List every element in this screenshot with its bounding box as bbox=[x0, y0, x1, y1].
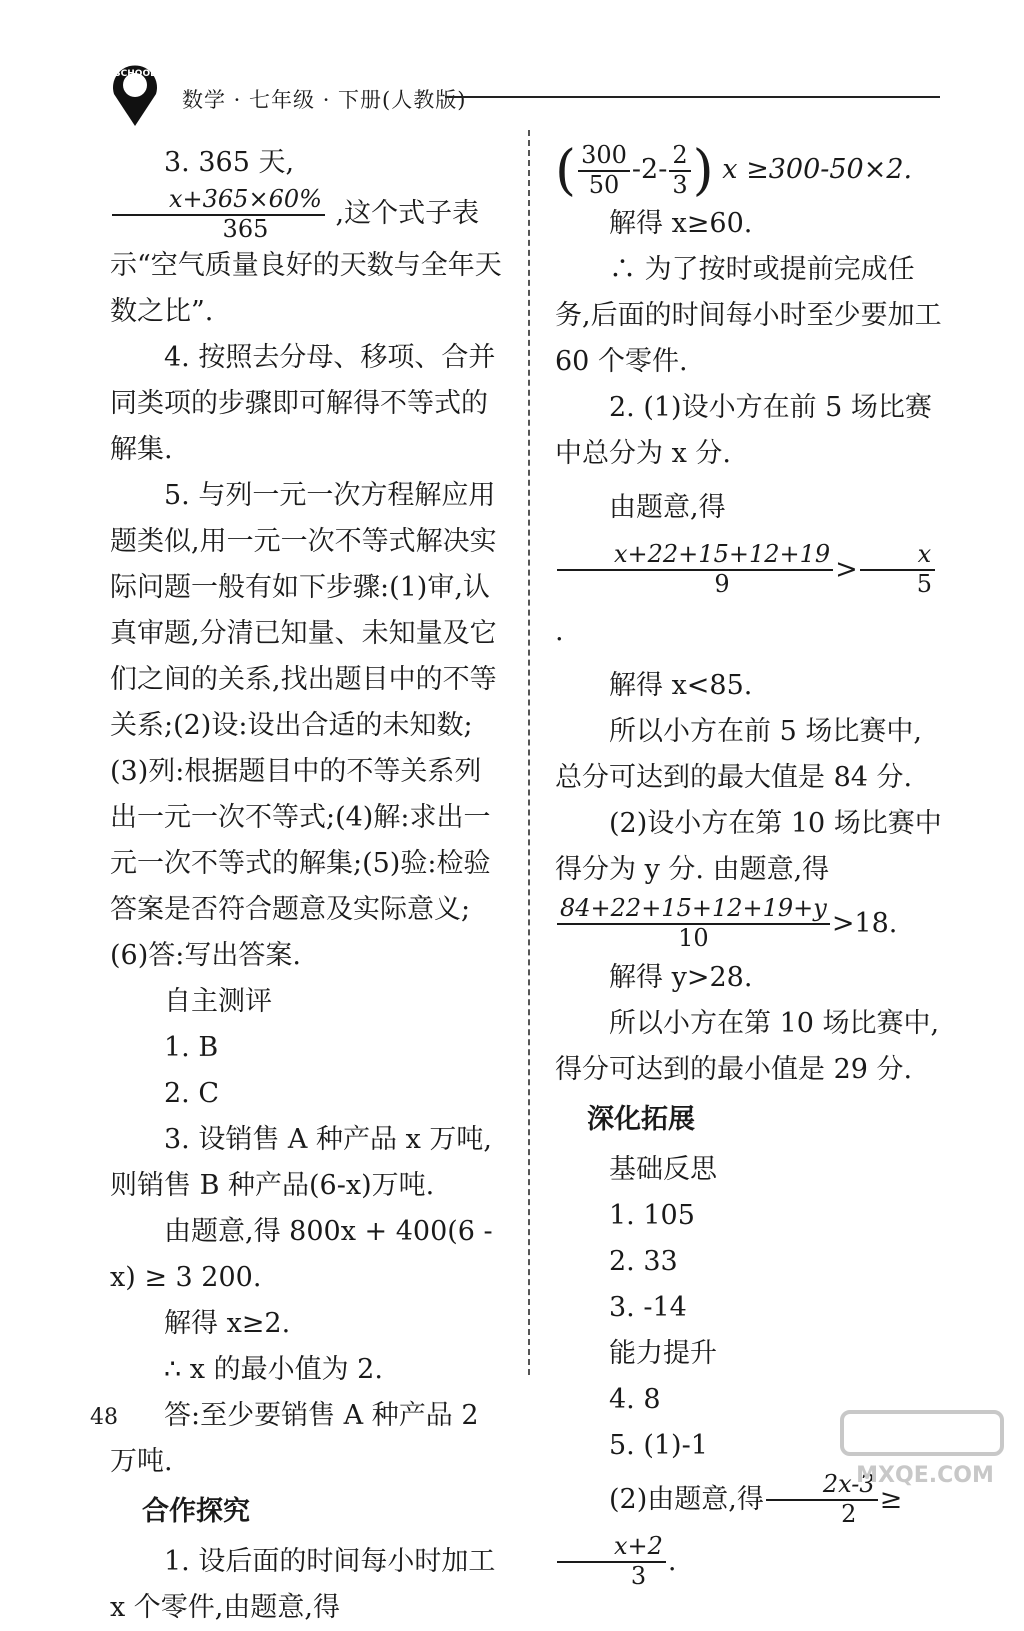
subheading-ability: 能力提升 bbox=[609, 1337, 717, 1369]
fraction-air-quality: $\frac{x+365\times 60\%}{365}$ bbox=[112, 186, 325, 243]
svg-text:MXQE.COM: MXQE.COM bbox=[856, 1463, 994, 1488]
test-answer-3-solution: 解得 x≥2. bbox=[164, 1308, 291, 1340]
ext-answer-2: 2. 33 bbox=[609, 1245, 678, 1277]
ext-answer-5-part-2: (2)由题意,得 $\frac{2x-3}{2}$ ≥ $\frac{x+2}{3}$ . bbox=[555, 1469, 945, 1593]
solution-1: 解得 x≥60. bbox=[609, 207, 753, 239]
school-logo-icon bbox=[100, 60, 170, 130]
watermark-logo bbox=[840, 1410, 1010, 1490]
equation-3: $\frac{84+22+15+12+19+y}{10}$ >18. bbox=[555, 893, 945, 955]
svg-text:SCHOOL: SCHOOL bbox=[114, 69, 156, 79]
right-column bbox=[555, 140, 945, 1593]
solution-2: 解得 x<85. bbox=[609, 669, 753, 701]
equation-1: ( $\frac{300}{50}$ -2- $\frac{2}{3}$ ) x ≥300-50×2. bbox=[555, 138, 913, 202]
header-rule bbox=[445, 96, 940, 98]
test-answer-3-minimum: ∴ x 的最小值为 2. bbox=[164, 1354, 383, 1386]
ext-answer-5: 5. (1)-1 bbox=[609, 1429, 708, 1461]
test-answer-2: 2. C bbox=[164, 1078, 220, 1110]
test-answer-3-conclusion: 答:至少要销售 A 种产品 2 万吨. bbox=[110, 1400, 479, 1478]
test-answer-3-equation: 由题意,得 800x + 400(6 - x) ≥ 3 200. bbox=[110, 1216, 493, 1294]
page-number: 48 bbox=[90, 1405, 118, 1430]
subheading-basic-reflection: 基础反思 bbox=[609, 1153, 717, 1185]
answer-3: 3. 365 天, $\frac{x+365\times 60\%}{365}$ ,这个式子表示“空气质量良好的天数与全年天数之比”. bbox=[110, 147, 502, 328]
header-title: 数学 · 七年级 · 下册(人教版) bbox=[182, 88, 467, 112]
test-answer-1: 1. B bbox=[164, 1032, 219, 1064]
test-answer-3: 3. 设销售 A 种产品 x 万吨,则销售 B 种产品(6-x)万吨. bbox=[110, 1124, 492, 1202]
answer-5: 5. 与列一元一次方程解应用题类似,用一元一次不等式解决实际问题一般有如下步骤:(1)审,认真审题,分清已知量、未知量及它们之间的关系,找出题目中的不等关系;(2)设:设出合适的未知数;(3)列:根据题目中的不等关系列出一元一次不等式;(4)解:求出一元一次不等式的解集;(5)验:检验答案是否符合题意及实际意义;(6)答:写出答案. bbox=[110, 480, 497, 972]
solution-3: 解得 y>28. bbox=[609, 961, 753, 993]
ext-answer-1: 1. 105 bbox=[609, 1199, 695, 1231]
coop-answer-2: 2. (1)设小方在前 5 场比赛中总分为 x 分. bbox=[555, 391, 932, 469]
ext-answer-3: 3. -14 bbox=[609, 1291, 687, 1323]
answer-1-conclusion: ∴ 为了按时或提前完成任务,后面的时间每小时至少要加工 60 个零件. bbox=[555, 253, 942, 377]
subheading-self-test: 自主测评 bbox=[164, 986, 272, 1018]
section-heading-cooperation: 合作探究 bbox=[142, 1496, 250, 1528]
coop-answer-2-part-2: (2)设小方在第 10 场比赛中得分为 y 分. 由题意,得 bbox=[555, 807, 942, 885]
ext-answer-4: 4. 8 bbox=[609, 1383, 661, 1415]
page-header bbox=[100, 60, 950, 130]
equation-2: 由题意,得 $\frac{x+22+15+12+19}{9}$ > $\frac{x}{5}$ . bbox=[555, 477, 945, 663]
left-column bbox=[110, 140, 505, 1631]
column-divider bbox=[528, 130, 530, 1375]
answer-3-conclusion: 所以小方在第 10 场比赛中,得分可达到的最小值是 29 分. bbox=[555, 1007, 940, 1085]
answer-4: 4. 按照去分母、移项、合并同类项的步骤即可解得不等式的解集. bbox=[110, 342, 496, 466]
answer-2-conclusion: 所以小方在前 5 场比赛中,总分可达到的最大值是 84 分. bbox=[555, 715, 922, 793]
section-heading-extension: 深化拓展 bbox=[587, 1103, 695, 1135]
coop-answer-1: 1. 设后面的时间每小时加工 x 个零件,由题意,得 bbox=[110, 1546, 496, 1624]
